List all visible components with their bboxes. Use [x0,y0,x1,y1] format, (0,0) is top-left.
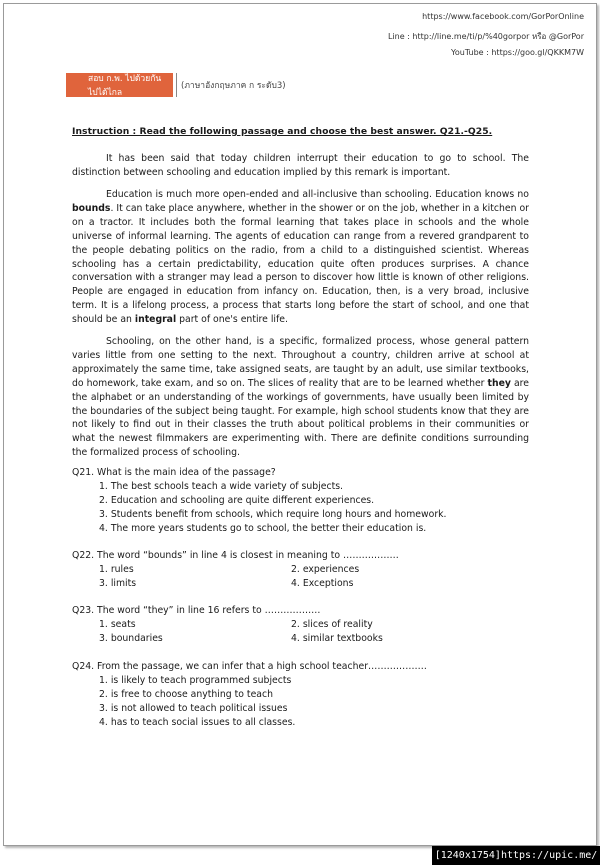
passage-paragraph-3 [72,335,529,460]
q22-option-3[interactable]: 3. limits [99,578,137,589]
paragraph-text: Schooling, on the other hand, is a specific, formalized process, whose general pattern varies little from one setting to the next. Throughout a country, children arrive at school at approximately the same time, take assigned seats, are taught by an adult, use similar textbooks, do homework, take exam, and so on. The slices of reality that are to be learned whether [72,336,529,389]
banner-subject: (ภาษาอังกฤษภาค ก ระดับ3) [176,73,286,97]
line-link[interactable]: Line : http://line.me/ti/p/%40gorpor หรือ @GorPor [387,32,584,41]
keyword-integral: integral [134,314,177,326]
q22-option-2[interactable]: 2. experiences [291,564,360,575]
q24-option-1[interactable]: 1. is likely to teach programmed subjects [99,675,292,686]
image-size-footer: [1240x1754]https://upic.me/ [432,846,600,865]
question-24-stem: Q24. From the passage, we can infer that a high school teacher………………. [72,661,427,672]
paragraph-text: It has been said that today children interrupt their education to go to school. The distinction between schooling and education implied by this remark is important. [72,153,529,178]
q23-option-4[interactable]: 4. similar textbooks [291,633,383,644]
q21-option-2[interactable]: 2. Education and schooling are quite different experiences. [99,495,375,506]
q22-option-4[interactable]: 4. Exceptions [291,578,354,589]
q21-option-4[interactable]: 4. The more years students go to school, the better their education is. [99,523,427,534]
passage-paragraph-2 [72,188,529,327]
question-21-stem: Q21. What is the main idea of the passage? [72,467,276,478]
instruction-heading: Instruction : Read the following passage and choose the best answer. Q21.-Q25. [72,126,493,137]
q24-option-4[interactable]: 4. has to teach social issues to all classes. [99,717,296,728]
facebook-link[interactable]: https://www.facebook.com/GorPorOnline [422,12,584,21]
youtube-link[interactable]: YouTube : https://goo.gl/QKKM7W [451,48,584,57]
paragraph-text: Education is much more open-ended and all-inclusive than schooling. Education knows no [106,189,529,200]
question-22-stem: Q22. The word “bounds” in line 4 is closest in meaning to ……………… [72,550,399,561]
course-banner [66,73,286,97]
q21-option-3[interactable]: 3. Students benefit from schools, which require long hours and homework. [99,509,447,520]
paragraph-text: are the alphabet or an understanding of the workings of governments, have usually been limited by the boundaries of the subject being taught. For example, high school students know that they are not likely to find out in their classes the truth about political problems in their communities or what the newest filmmakers are experimenting with. There are definite conditions surrounding the formalized process of schooling. [72,377,529,459]
q23-option-2[interactable]: 2. slices of reality [291,619,373,630]
q22-option-1[interactable]: 1. rules [99,564,134,575]
q24-option-3[interactable]: 3. is not allowed to teach political issues [99,703,288,714]
q23-option-3[interactable]: 3. boundaries [99,633,163,644]
banner-label: สอบ ก.พ. ไปด้วยกัน ไปได้ไกล [66,73,173,97]
keyword-bounds: bounds [72,202,111,214]
q24-option-2[interactable]: 2. is free to choose anything to teach [99,689,273,700]
paragraph-text: . It can take place anywhere, whether in the shower or on the job, whether in a kitchen or on a tractor. It includes both the formal learning that takes place in schools and the whole universe of informal learning. The agents of education can range from a revered grandparent to the people debating politics on the radio, from a child to a distinguished scientist. Whereas schooling has a certain predictability, education quite often produces surprises. A chance conversation with a stranger may lead a person to discover how little is known of other religions. People are engaged in education from infancy on. Education, then, is a very broad, inclusive term. It is a lifelong process, a process that starts long before the start of school, and one that should be an [72,202,529,326]
keyword-they: they [487,377,511,389]
passage-paragraph-1 [72,152,529,180]
q21-option-1[interactable]: 1. The best schools teach a wide variety of subjects. [99,481,344,492]
question-23-stem: Q23. The word “they” in line 16 refers to ……………… [72,605,321,616]
paragraph-text: part of one's entire life. [176,314,288,326]
q23-option-1[interactable]: 1. seats [99,619,136,630]
